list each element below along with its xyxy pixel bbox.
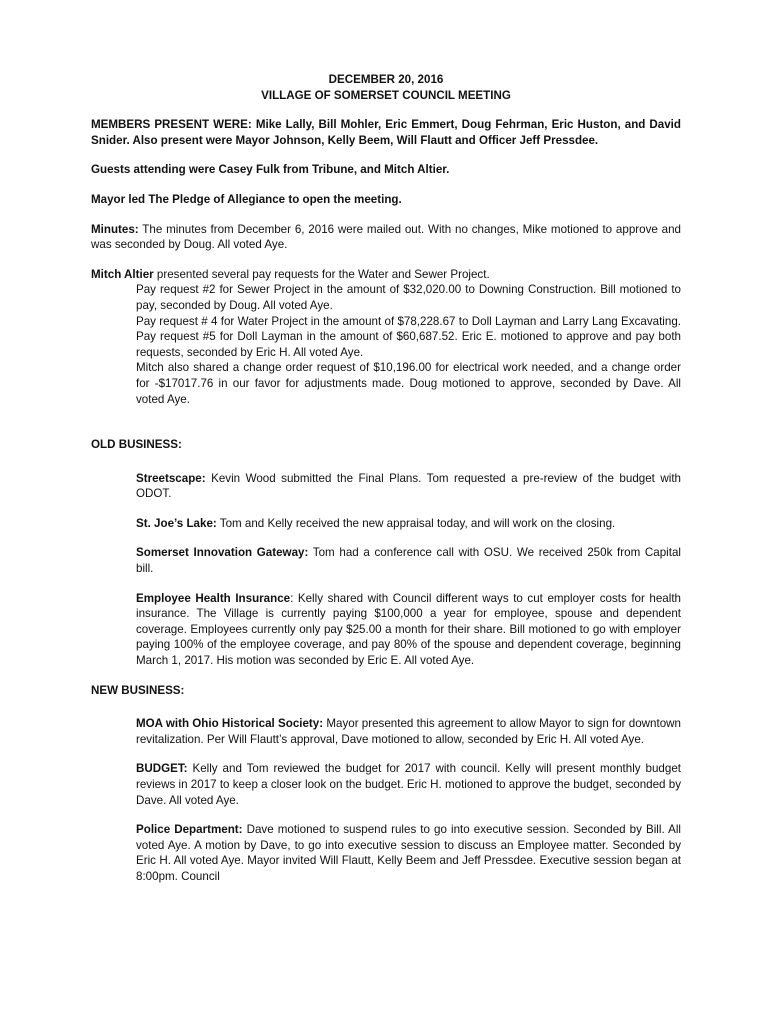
item-text: : Kelly shared with Council different ways to cut employer costs for health insurance. The Village is currently paying $100,000 a year for employee, spouse and dependent coverage. Employees currently only pay $25.00 a month for their share. Bill motioned to go with employer paying 100% of the employee coverage, and pay 80% of the spouse and dependent coverage, beginning March 1, 2017. His motion was seconded by Eric E. All voted Aye.: [136, 591, 681, 668]
new-business-item: [91, 822, 681, 884]
item-label: St. Joe’s Lake:: [136, 516, 217, 530]
pay-request-water: Pay request # 4 for Water Project in the amount of $78,228.67 to Doll Layman and Larry Lang Excavating. Pay request #5 for Doll Layman in the amount of $60,687.52. Eric E. motioned to approve and pay both requests, seconded by Eric H. All voted Aye.: [136, 314, 681, 359]
old-business-item: [91, 516, 681, 532]
item-text: Dave motioned to suspend rules to go into executive session. Seconded by Bill. All voted Aye. A motion by Dave, to go into executive session to discuss an Employee matter. Seconded by Eric H. All voted Aye. Mayor invited Will Flautt, Kelly Beem and Jeff Pressdee. Executive session began at 8:00pm. Council: [136, 823, 681, 883]
item-text: Kevin Wood submitted the Final Plans. Tom requested a pre-review of the budget with ODOT.: [136, 471, 681, 501]
old-business-item: [91, 591, 681, 669]
new-business-item: [91, 716, 681, 747]
new-business-heading: NEW BUSINESS:: [91, 683, 185, 697]
meeting-date: DECEMBER 20, 2016: [328, 73, 444, 86]
document-page: [91, 72, 681, 885]
mitch-text: presented several pay requests for the Water and Sewer Project.: [153, 267, 490, 281]
minutes-text: The minutes from December 6, 2016 were mailed out. With no changes, Mike motioned to approve and was seconded by Doug. All voted Aye.: [91, 222, 681, 252]
item-label: MOA with Ohio Historical Society:: [136, 717, 324, 731]
mitch-label: Mitch Altier: [91, 267, 154, 281]
old-business-heading: OLD BUSINESS:: [91, 438, 182, 452]
members-present: MEMBERS PRESENT WERE: Mike Lally, Bill Mohler, Eric Emmert, Doug Fehrman, Eric Huston, and David Snider. Also present were Mayor Johnson, Kelly Beem, Will Flautt and Officer Jeff Pressdee.: [91, 118, 681, 147]
item-text: Tom and Kelly received the new appraisal today, and will work on the closing.: [216, 516, 616, 530]
pay-request-sewer: Pay request #2 for Sewer Project in the amount of $32,020.00 to Downing Construction. Bill motioned to pay, seconded by Doug. All voted Aye.: [136, 283, 681, 312]
item-text: Tom had a conference call with OSU. We received 250k from Capital bill.: [136, 546, 681, 576]
item-label: Police Department:: [136, 823, 243, 837]
meeting-title: VILLAGE OF SOMERSET COUNCIL MEETING: [261, 88, 511, 102]
item-text: Kelly and Tom reviewed the budget for 2017 with council. Kelly will present monthly budget reviews in 2017 to keep a closer look on the budget. Eric H. motioned to approve the budget, seconded by Dave. All voted Aye.: [136, 762, 681, 807]
new-business-item: [91, 761, 681, 808]
item-label: Somerset Innovation Gateway:: [136, 546, 309, 560]
pledge-paragraph: Mayor led The Pledge of Allegiance to open the meeting.: [91, 192, 402, 206]
guests-attending: Guests attending were Casey Fulk from Tribune, and Mitch Altier.: [91, 163, 450, 177]
minutes-paragraph: [91, 222, 681, 253]
item-label: BUDGET:: [136, 762, 188, 776]
change-order: Mitch also shared a change order request of $10,196.00 for electrical work needed, and a change order for -$17017.76 in our favor for adjustments made. Doug motioned to approve, seconded by Dave. All voted Aye.: [136, 361, 681, 406]
item-text: Mayor presented this agreement to allow Mayor to sign for downtown revitalization. Per Will Flautt’s approval, Dave motioned to allow, seconded by Eric H. All voted Aye.: [136, 717, 681, 746]
minutes-label: Minutes:: [91, 222, 139, 236]
item-label: Employee Health Insurance: [136, 591, 291, 605]
old-business-item: [91, 545, 681, 576]
item-label: Streetscape:: [136, 471, 206, 485]
old-business-item: [91, 471, 681, 502]
mitch-paragraph: [91, 267, 681, 283]
